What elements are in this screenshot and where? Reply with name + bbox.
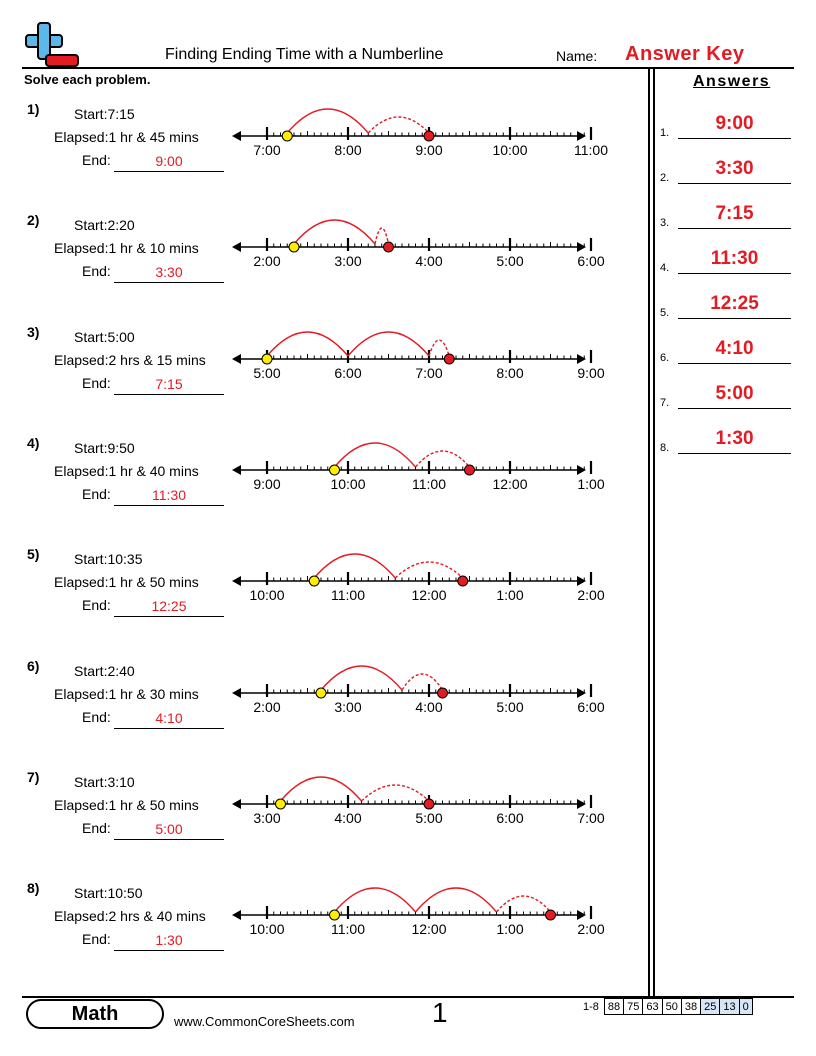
hour-label: 2:00 xyxy=(577,921,605,938)
answer-value: 9:00 xyxy=(715,113,754,134)
problem xyxy=(24,324,644,424)
time-number-line xyxy=(229,326,605,396)
hour-hop-arc xyxy=(335,888,416,912)
hour-label: 7:00 xyxy=(577,809,605,826)
end-answer: 9:00 xyxy=(155,153,183,169)
hour-label: 11:00 xyxy=(331,921,365,938)
answer-value: 12:25 xyxy=(710,293,759,314)
hour-label: 5:00 xyxy=(496,253,524,270)
start-time: Start:2:40 xyxy=(74,662,135,679)
end-answer-blank xyxy=(114,817,224,840)
hour-label: 4:00 xyxy=(334,809,362,826)
problem xyxy=(24,435,644,535)
partial-hop-arc xyxy=(429,340,449,356)
elapsed-time: Elapsed:1 hr & 10 mins xyxy=(54,240,199,257)
name-label: Name: xyxy=(556,48,598,64)
start-time: Start:5:00 xyxy=(74,328,135,345)
end-label: End: xyxy=(82,263,111,280)
hour-label: 7:00 xyxy=(253,142,281,158)
end-label: End: xyxy=(82,374,111,391)
hour-label: 10:00 xyxy=(330,475,366,492)
hour-hop-arc xyxy=(335,443,416,467)
end-answer: 4:10 xyxy=(155,709,183,726)
answer-value: 1:30 xyxy=(715,428,754,449)
end-answer-blank xyxy=(114,706,224,729)
answer-number: 2. xyxy=(660,172,670,184)
column-divider xyxy=(648,67,650,997)
answer-number: 3. xyxy=(660,217,670,229)
hour-label: 3:00 xyxy=(334,698,362,715)
end-answer-blank xyxy=(114,594,224,617)
end-label: End: xyxy=(82,485,111,502)
end-dot xyxy=(458,576,468,586)
answer-row xyxy=(660,291,795,321)
time-number-line xyxy=(229,214,605,284)
end-answer-blank xyxy=(114,372,224,395)
partial-hop-arc xyxy=(375,228,389,244)
start-dot xyxy=(276,799,286,809)
worksheet-title: Finding Ending Time with a Numberline xyxy=(165,46,444,63)
problem-number: 7) xyxy=(27,768,40,785)
answer-value: 7:15 xyxy=(715,203,754,224)
hour-label: 5:00 xyxy=(496,698,524,715)
answer-value: 3:30 xyxy=(715,158,754,179)
page-number: 1 xyxy=(432,997,448,1028)
answer-number: 5. xyxy=(660,307,670,319)
answer-value: 4:10 xyxy=(715,338,754,359)
left-arrow-icon xyxy=(232,465,241,475)
score-cell: 75 xyxy=(624,999,643,1015)
hour-label: 3:00 xyxy=(253,809,281,826)
problem xyxy=(24,769,644,869)
hour-label: 12:00 xyxy=(411,921,447,938)
answer-row xyxy=(660,426,795,456)
hour-label: 10:00 xyxy=(249,587,285,604)
start-time: Start:2:20 xyxy=(74,217,135,234)
hour-label: 4:00 xyxy=(415,253,443,270)
start-time: Start:7:15 xyxy=(74,106,135,122)
hour-label: 6:00 xyxy=(577,253,605,270)
end-label: End: xyxy=(82,152,111,168)
answer-row xyxy=(660,246,795,276)
hour-label: 4:00 xyxy=(415,698,443,715)
end-answer: 11:30 xyxy=(152,486,186,503)
elapsed-time: Elapsed:1 hr & 50 mins xyxy=(54,796,199,813)
end-dot xyxy=(438,688,448,698)
left-arrow-icon xyxy=(232,688,241,698)
problem-number: 4) xyxy=(27,434,40,451)
left-arrow-icon xyxy=(232,799,241,809)
elapsed-time: Elapsed:1 hr & 50 mins xyxy=(54,574,199,591)
problem-number: 8) xyxy=(27,880,40,897)
score-cell: 38 xyxy=(681,999,700,1015)
end-dot xyxy=(424,799,434,809)
answer-row xyxy=(660,336,795,366)
hour-label: 2:00 xyxy=(253,253,281,270)
problem xyxy=(24,101,644,201)
problem-number: 3) xyxy=(27,323,40,340)
end-answer: 3:30 xyxy=(155,264,183,281)
problem xyxy=(24,212,644,312)
score-cell: 0 xyxy=(739,999,752,1015)
start-dot xyxy=(309,576,319,586)
hour-hop-arc xyxy=(294,220,375,244)
hour-label: 8:00 xyxy=(496,364,524,381)
start-time: Start:9:50 xyxy=(74,439,135,456)
hour-hop-arc xyxy=(314,554,395,578)
end-label: End: xyxy=(82,708,111,725)
end-answer: 7:15 xyxy=(155,375,183,392)
partial-hop-arc xyxy=(368,117,429,133)
end-answer-blank xyxy=(114,928,224,951)
elapsed-time: Elapsed:2 hrs & 15 mins xyxy=(54,351,206,368)
left-arrow-icon xyxy=(232,910,241,920)
left-arrow-icon xyxy=(232,576,241,586)
left-arrow-icon xyxy=(232,242,241,252)
end-label: End: xyxy=(82,597,111,614)
answer-line xyxy=(678,183,791,184)
answer-line xyxy=(678,228,791,229)
answer-number: 8. xyxy=(660,442,670,454)
instructions: Solve each problem. xyxy=(24,72,151,87)
hour-label: 1:00 xyxy=(496,921,524,938)
hour-label: 12:00 xyxy=(411,587,447,604)
elapsed-time: Elapsed:1 hr & 45 mins xyxy=(54,129,199,145)
time-number-line xyxy=(229,437,605,507)
hour-label: 1:00 xyxy=(577,475,605,492)
hour-label: 5:00 xyxy=(253,364,281,381)
score-cell: 25 xyxy=(701,999,720,1015)
answer-key-label: Answer Key xyxy=(625,43,745,65)
hour-label: 11:00 xyxy=(331,587,365,604)
hour-label: 6:00 xyxy=(577,698,605,715)
answer-number: 4. xyxy=(660,262,670,274)
hour-hop-arc xyxy=(348,332,429,356)
end-answer-blank xyxy=(114,149,224,172)
hour-label: 6:00 xyxy=(334,364,362,381)
hour-label: 3:00 xyxy=(334,253,362,270)
hour-hop-arc xyxy=(416,888,497,912)
problem xyxy=(24,658,644,758)
answer-line xyxy=(678,318,791,319)
left-arrow-icon xyxy=(232,354,241,364)
hour-label: 10:00 xyxy=(249,921,285,938)
score-range: 1-8 xyxy=(583,1000,599,1013)
time-number-line xyxy=(229,548,605,618)
answer-value: 11:30 xyxy=(710,248,759,269)
problem xyxy=(24,880,644,980)
answer-line xyxy=(678,408,791,409)
problem xyxy=(24,546,644,646)
score-cell: 50 xyxy=(662,999,681,1015)
elapsed-time: Elapsed:2 hrs & 40 mins xyxy=(54,908,206,925)
plus-minus-logo-icon xyxy=(22,22,80,68)
subject-badge: Math xyxy=(26,999,164,1029)
end-answer: 5:00 xyxy=(155,820,183,837)
elapsed-time: Elapsed:1 hr & 30 mins xyxy=(54,685,199,702)
hour-label: 2:00 xyxy=(577,587,605,604)
hour-label: 9:00 xyxy=(415,142,443,158)
end-dot xyxy=(424,131,434,141)
end-answer-blank xyxy=(114,483,224,506)
hour-label: 7:00 xyxy=(415,364,443,381)
answer-row xyxy=(660,111,795,141)
hour-label: 12:00 xyxy=(492,475,528,492)
problem-number: 5) xyxy=(27,546,40,563)
hour-hop-arc xyxy=(281,777,362,801)
partial-hop-arc xyxy=(497,896,551,912)
site-url: www.CommonCoreSheets.com xyxy=(174,1014,355,1029)
end-answer-blank xyxy=(114,260,224,283)
header-divider xyxy=(22,67,794,69)
answers-heading: Answers xyxy=(693,73,771,90)
answer-line xyxy=(678,453,791,454)
hour-label: 9:00 xyxy=(577,364,605,381)
time-number-line xyxy=(229,660,605,730)
score-cell: 88 xyxy=(604,999,623,1015)
start-dot xyxy=(330,910,340,920)
partial-hop-arc xyxy=(416,451,470,467)
answer-line xyxy=(678,363,791,364)
answer-line xyxy=(678,273,791,274)
start-dot xyxy=(330,465,340,475)
start-time: Start:10:35 xyxy=(74,551,143,568)
end-label: End: xyxy=(82,819,111,836)
answer-value: 5:00 xyxy=(715,383,754,404)
end-answer: 12:25 xyxy=(151,598,187,615)
time-number-line xyxy=(229,103,608,173)
score-cell: 13 xyxy=(720,999,739,1015)
hour-label: 5:00 xyxy=(415,809,443,826)
answer-number: 6. xyxy=(660,352,670,364)
end-answer: 1:30 xyxy=(155,932,183,949)
time-number-line xyxy=(229,771,605,841)
answer-number: 7. xyxy=(660,397,670,409)
start-time: Start:3:10 xyxy=(74,773,135,790)
hour-label: 11:00 xyxy=(412,475,446,492)
start-dot xyxy=(282,131,292,141)
hour-hop-arc xyxy=(267,332,348,356)
answer-row xyxy=(660,156,795,186)
hour-label: 10:00 xyxy=(492,142,528,158)
answer-row xyxy=(660,201,795,231)
end-dot xyxy=(465,465,475,475)
time-number-line xyxy=(229,882,605,952)
score-table xyxy=(580,998,753,1015)
hour-label: 9:00 xyxy=(253,475,281,492)
score-cell: 63 xyxy=(643,999,662,1015)
start-dot xyxy=(262,354,272,364)
problem-number: 6) xyxy=(27,657,40,674)
hour-label: 2:00 xyxy=(253,698,281,715)
hour-hop-arc xyxy=(321,666,402,690)
elapsed-time: Elapsed:1 hr & 40 mins xyxy=(54,462,199,479)
start-dot xyxy=(289,242,299,252)
hour-label: 1:00 xyxy=(496,587,524,604)
end-label: End: xyxy=(82,931,111,948)
end-dot xyxy=(444,354,454,364)
problem-number: 1) xyxy=(27,101,40,117)
start-dot xyxy=(316,688,326,698)
end-dot xyxy=(384,242,394,252)
answer-number: 1. xyxy=(660,127,670,139)
left-arrow-icon xyxy=(232,131,241,141)
hour-hop-arc xyxy=(287,109,368,133)
hour-label: 6:00 xyxy=(496,809,524,826)
hour-label: 11:00 xyxy=(574,142,608,158)
column-divider xyxy=(653,67,655,997)
partial-hop-arc xyxy=(402,674,443,690)
answer-line xyxy=(678,138,791,139)
hour-label: 8:00 xyxy=(334,142,362,158)
answer-row xyxy=(660,381,795,411)
start-time: Start:10:50 xyxy=(74,885,143,902)
end-dot xyxy=(546,910,556,920)
partial-hop-arc xyxy=(362,785,430,801)
problem-number: 2) xyxy=(27,212,40,229)
